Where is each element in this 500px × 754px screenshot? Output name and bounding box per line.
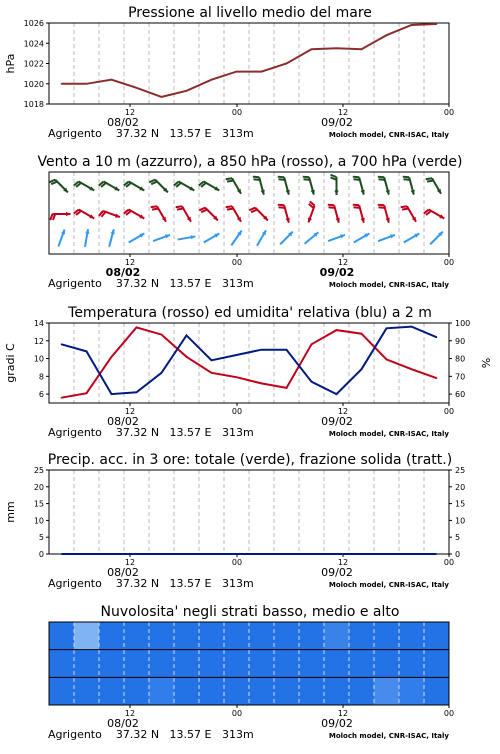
model-label: Moloch model, CNR-ISAC, Italy xyxy=(328,131,449,139)
data-point xyxy=(386,553,388,555)
x-tick-label: 12 xyxy=(337,258,349,267)
model-label: Moloch model, CNR-ISAC, Italy xyxy=(328,581,449,589)
y-tick-label-right: 80 xyxy=(455,354,466,364)
panel-title: Nuvolosita' negli strati basso, medio e alto xyxy=(100,604,400,620)
cloud-cell xyxy=(224,622,250,650)
cloud-cell xyxy=(124,650,150,678)
y-tick-label: 5 xyxy=(38,533,44,543)
data-point xyxy=(111,356,113,358)
y-axis-label: hPa xyxy=(4,53,17,74)
data-point xyxy=(161,334,163,336)
wind-barb xyxy=(151,206,157,207)
wind-barb xyxy=(227,209,233,210)
wind-barb xyxy=(403,177,409,178)
data-point xyxy=(211,553,213,555)
location-label: Agrigento 37.32 N 13.57 E 313m xyxy=(48,728,254,741)
data-point xyxy=(261,349,263,351)
x-tick-label: 00 xyxy=(443,709,455,718)
y-tick-label: 10 xyxy=(33,516,44,526)
cloud-cell xyxy=(299,650,325,678)
cloud-cell xyxy=(124,622,150,650)
data-point xyxy=(386,359,388,361)
data-point xyxy=(61,83,63,85)
cloud-cell xyxy=(424,622,450,650)
date-label: 09/02 xyxy=(321,566,353,579)
cloud-cell xyxy=(224,650,250,678)
x-tick-label: 12 xyxy=(124,709,136,718)
wind-barb xyxy=(278,177,284,178)
date-label: 08/02 xyxy=(105,266,141,279)
data-point xyxy=(61,344,63,346)
location-label: Agrigento 37.32 N 13.57 E 313m xyxy=(48,426,254,439)
y-tick-label: 14 xyxy=(33,319,44,328)
cloud-cell xyxy=(374,650,400,678)
cloud-cell xyxy=(274,622,300,650)
wind-barb xyxy=(226,206,232,207)
wind-barb xyxy=(278,205,284,206)
date-label: 09/02 xyxy=(319,266,355,279)
panel-title: Temperatura (rosso) ed umidita' relativa (blu) a 2 m xyxy=(68,305,432,321)
x-tick-label: 12 xyxy=(124,558,136,567)
data-point xyxy=(111,79,113,81)
y-tick-label-right: 60 xyxy=(455,390,466,400)
cloud-cell xyxy=(224,677,250,705)
x-tick-label: 00 xyxy=(231,258,243,267)
cloud-cell xyxy=(199,650,225,678)
cloud-cell xyxy=(249,650,275,678)
data-point xyxy=(186,335,188,337)
date-label: 09/02 xyxy=(321,717,353,730)
cloud-cell xyxy=(299,622,325,650)
data-point xyxy=(361,368,363,370)
y-tick-label-right: 70 xyxy=(455,372,466,382)
panel-title: Precip. acc. in 3 ore: totale (verde), frazione solida (tratt.) xyxy=(47,452,453,468)
cloud-cell xyxy=(324,677,350,705)
data-point xyxy=(236,354,238,356)
y-tick-label-right: 0 xyxy=(455,550,461,559)
data-point xyxy=(436,336,438,338)
model-label: Moloch model, CNR-ISAC, Italy xyxy=(328,732,449,740)
cloud-cell xyxy=(424,677,450,705)
data-point xyxy=(411,368,413,370)
model-label: Moloch model, CNR-ISAC, Italy xyxy=(328,281,449,289)
wind-barb xyxy=(253,177,259,178)
data-point xyxy=(236,71,238,73)
cloud-cell xyxy=(49,677,75,705)
data-point xyxy=(261,553,263,555)
data-point xyxy=(136,392,138,394)
cloud-cell xyxy=(249,677,275,705)
y-tick-label: 8 xyxy=(38,372,44,382)
cloud-cell xyxy=(349,650,375,678)
x-tick-label: 12 xyxy=(337,709,349,718)
data-point xyxy=(61,553,63,555)
panel-title: Pressione al livello medio del mare xyxy=(128,5,372,21)
data-point xyxy=(186,553,188,555)
cloud-cell xyxy=(149,677,175,705)
y-tick-label-right: 15 xyxy=(455,499,466,509)
wind-barb xyxy=(426,178,432,179)
y-tick-label-right: 20 xyxy=(455,482,466,492)
date-label: 09/02 xyxy=(321,116,353,129)
y-axis-label: % xyxy=(480,357,493,369)
y-tick-label: 1022 xyxy=(23,59,44,69)
wind-barb xyxy=(328,207,334,208)
cloud-cell xyxy=(124,677,150,705)
data-point xyxy=(311,553,313,555)
y-tick-label-right: 25 xyxy=(455,466,466,475)
x-tick-label: 12 xyxy=(124,108,136,117)
wind-barb xyxy=(402,209,408,210)
cloud-cell xyxy=(399,677,425,705)
x-tick-label: 12 xyxy=(337,558,349,567)
data-point xyxy=(336,329,338,331)
cloud-cell xyxy=(99,622,125,650)
y-tick-label-right: 10 xyxy=(455,516,466,526)
y-tick-label: 1018 xyxy=(23,100,44,109)
wind-barb xyxy=(253,179,259,180)
data-point xyxy=(86,83,88,85)
cloud-cell xyxy=(324,650,350,678)
data-point xyxy=(286,553,288,555)
wind-barb xyxy=(401,206,407,207)
cloud-cell xyxy=(249,622,275,650)
wind-barb xyxy=(353,205,359,206)
cloud-cell xyxy=(299,677,325,705)
data-point xyxy=(61,397,63,399)
cloud-cell xyxy=(374,622,400,650)
y-tick-label: 15 xyxy=(33,499,44,509)
cloud-cell xyxy=(424,650,450,678)
location-label: Agrigento 37.32 N 13.57 E 313m xyxy=(48,277,254,290)
data-point xyxy=(286,63,288,65)
data-point xyxy=(411,553,413,555)
y-tick-label: 10 xyxy=(33,354,44,364)
data-point xyxy=(136,87,138,89)
y-tick-label-right: 5 xyxy=(455,533,461,543)
cloud-cell xyxy=(199,622,225,650)
location-label: Agrigento 37.32 N 13.57 E 313m xyxy=(48,577,254,590)
date-label: 08/02 xyxy=(107,116,139,129)
y-tick-label: 1020 xyxy=(23,79,44,89)
wind-barb xyxy=(328,205,334,206)
wind-barb xyxy=(427,181,433,182)
wind-barb xyxy=(278,179,284,180)
data-point xyxy=(236,553,238,555)
y-tick-label-right: 100 xyxy=(455,319,471,328)
wind-barb xyxy=(378,205,384,206)
x-tick-label: 00 xyxy=(231,709,243,718)
date-label: 08/02 xyxy=(107,415,139,428)
cloud-cell xyxy=(399,622,425,650)
data-point xyxy=(436,23,438,25)
cloud-cell xyxy=(174,622,200,650)
cloud-cell xyxy=(74,650,100,678)
cloud-cell xyxy=(349,622,375,650)
data-point xyxy=(311,344,313,346)
wind-barb xyxy=(378,177,384,178)
model-label: Moloch model, CNR-ISAC, Italy xyxy=(328,430,449,438)
data-point xyxy=(211,79,213,81)
data-point xyxy=(336,393,338,395)
wind-barb xyxy=(378,179,384,180)
x-tick-label: 00 xyxy=(443,258,455,267)
y-tick-label: 1024 xyxy=(23,39,44,49)
data-point xyxy=(386,34,388,36)
data-point xyxy=(336,48,338,50)
x-tick-label: 00 xyxy=(443,558,455,567)
cloud-cell xyxy=(74,677,100,705)
wind-barb xyxy=(353,177,359,178)
cloud-cell xyxy=(199,677,225,705)
data-point xyxy=(186,356,188,358)
data-point xyxy=(261,71,263,73)
cloud-cell xyxy=(149,622,175,650)
data-point xyxy=(161,372,163,374)
wind-barb xyxy=(152,209,158,210)
data-point xyxy=(186,90,188,92)
data-point xyxy=(361,553,363,555)
data-point xyxy=(386,328,388,330)
cloud-cell xyxy=(274,650,300,678)
wind-barb xyxy=(403,179,409,180)
x-tick-label: 00 xyxy=(443,108,455,117)
wind-barb xyxy=(378,207,384,208)
data-point xyxy=(311,381,313,383)
x-tick-label: 12 xyxy=(124,258,136,267)
cloud-cell xyxy=(49,650,75,678)
wind-barb xyxy=(353,207,359,208)
cloud-cell xyxy=(324,622,350,650)
cloud-cell xyxy=(174,677,200,705)
wind-barb xyxy=(353,179,359,180)
y-tick-label: 6 xyxy=(38,390,44,400)
y-tick-label-right: 90 xyxy=(455,336,466,346)
data-point xyxy=(286,387,288,389)
data-point xyxy=(86,553,88,555)
cloud-cell xyxy=(99,677,125,705)
cloud-cell xyxy=(399,650,425,678)
x-tick-label: 12 xyxy=(337,108,349,117)
wind-barb xyxy=(278,207,284,208)
data-point xyxy=(111,553,113,555)
cloud-cell xyxy=(174,650,200,678)
date-label: 09/02 xyxy=(321,415,353,428)
wind-barb xyxy=(303,179,309,180)
location-label: Agrigento 37.32 N 13.57 E 313m xyxy=(48,127,254,140)
data-point xyxy=(211,372,213,374)
cloud-cell xyxy=(274,677,300,705)
x-tick-label: 00 xyxy=(231,407,243,416)
data-point xyxy=(211,360,213,362)
data-point xyxy=(336,553,338,555)
data-point xyxy=(436,553,438,555)
wind-barb xyxy=(176,206,182,207)
panel-title: Vento a 10 m (azzurro), a 850 hPa (rosso), a 700 hPa (verde) xyxy=(37,154,463,170)
cloud-cell xyxy=(374,677,400,705)
data-point xyxy=(361,49,363,51)
data-point xyxy=(361,333,363,335)
y-tick-label: 20 xyxy=(33,482,44,492)
date-label: 08/02 xyxy=(107,717,139,730)
data-point xyxy=(86,392,88,394)
data-point xyxy=(286,349,288,351)
data-point xyxy=(311,49,313,51)
data-point xyxy=(111,393,113,395)
data-point xyxy=(161,553,163,555)
date-label: 08/02 xyxy=(107,566,139,579)
data-point xyxy=(236,376,238,378)
wind-barb xyxy=(303,177,309,178)
data-point xyxy=(86,351,88,353)
cloud-cell xyxy=(349,677,375,705)
x-tick-label: 00 xyxy=(231,558,243,567)
data-point xyxy=(261,383,263,385)
y-tick-label: 25 xyxy=(33,466,44,475)
x-tick-label: 12 xyxy=(124,407,136,416)
cloud-cell xyxy=(99,650,125,678)
wind-barb xyxy=(227,181,233,182)
data-point xyxy=(411,24,413,26)
y-tick-label: 0 xyxy=(38,550,44,559)
x-tick-label: 00 xyxy=(443,407,455,416)
x-tick-label: 00 xyxy=(231,108,243,117)
data-point xyxy=(436,377,438,379)
y-tick-label: 1026 xyxy=(23,19,44,28)
x-tick-label: 12 xyxy=(337,407,349,416)
cloud-cell xyxy=(149,650,175,678)
data-point xyxy=(136,327,138,329)
y-tick-label: 12 xyxy=(33,336,44,346)
wind-barb xyxy=(177,209,183,210)
y-axis-label: mm xyxy=(4,501,17,523)
wind-barb xyxy=(226,178,232,179)
data-point xyxy=(136,553,138,555)
data-point xyxy=(411,326,413,328)
cloud-cell xyxy=(49,622,75,650)
data-point xyxy=(161,96,163,98)
cloud-cell xyxy=(74,622,100,650)
y-axis-label: gradi C xyxy=(4,343,17,383)
